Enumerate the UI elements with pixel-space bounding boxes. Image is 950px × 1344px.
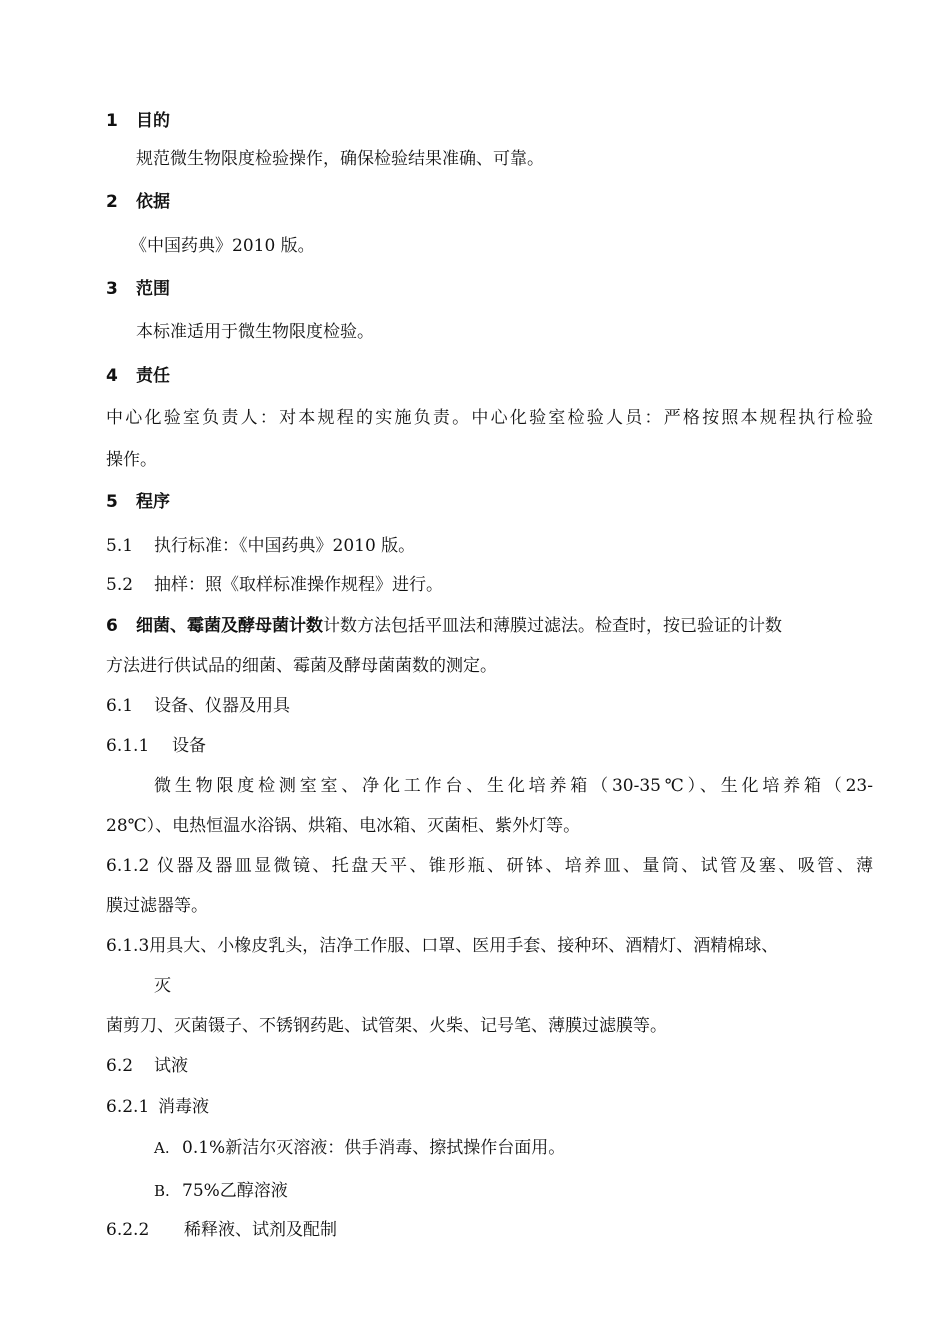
section-6-2-number: 6.2 [106,1056,134,1076]
section-6-1-number: 6.1 [106,696,134,716]
section-6-1-text: 设备、仪器及用具 [154,696,290,716]
section-6-body-1: 计数方法包括平皿法和薄膜过滤法。检查时，按已验证的计数 [323,616,782,636]
section-5-1-text: 执行标准：《中国药典》2010 版。 [154,536,416,556]
section-3-heading [106,278,170,300]
section-6-2-1-item-b [154,1180,288,1202]
section-6-1-2-line-2: 膜过滤器等。 [106,896,208,916]
section-6-title: 细菌、霉菌及酵母菌计数 [136,616,323,636]
section-4-heading [106,365,170,387]
section-6-2-2 [106,1219,337,1241]
section-5-number: 5 [106,492,118,512]
section-5-heading [106,491,170,513]
item-a-text: 0.1%新洁尔灭溶液：供手消毒、擦拭操作台面用。 [182,1138,566,1158]
section-2-number: 2 [106,192,118,212]
section-6-1 [106,695,290,717]
section-5-1-number: 5.1 [106,536,134,556]
section-2-title: 依据 [136,192,170,212]
section-6-1-1-body-line-2: 28℃）、电热恒温水浴锅、烘箱、电冰箱、灭菌柜、紫外灯等。 [106,816,581,836]
section-1-heading [106,110,170,132]
section-4-title: 责任 [136,366,170,386]
section-5-1 [106,535,415,557]
section-5-2-text: 抽样：照《取样标准操作规程》进行。 [154,575,443,595]
section-6-line-1 [106,615,873,637]
item-b-label: B. [154,1182,170,1200]
section-6-2-2-text: 稀释液、试剂及配制 [184,1220,337,1240]
section-6-1-1-number: 6.1.1 [106,736,150,756]
section-1-number: 1 [106,111,118,131]
section-4-body-line-2: 操作。 [106,450,157,470]
section-6-1-1-body-text-1: 微生物限度检测室室、净化工作台、生化培养箱（30-35℃）、生化培养箱（23- [154,776,873,796]
section-1-title: 目的 [136,111,170,131]
section-1-body: 规范微生物限度检验操作，确保检验结果准确、可靠。 [136,149,544,169]
section-6-2 [106,1055,188,1077]
section-6-1-3-line-3: 菌剪刀、灭菌镊子、不锈钢药匙、试管架、火柴、记号笔、薄膜过滤膜等。 [106,1016,667,1036]
section-6-2-2-number: 6.2.2 [106,1220,150,1240]
section-6-1-1-text: 设备 [172,736,206,756]
section-4-number: 4 [106,366,118,386]
section-4-body-text-1: 中心化验室负责人：对本规程的实施负责。中心化验室检验人员：严格按照本规程执行检验 [106,408,873,428]
item-b-text: 75%乙醇溶液 [182,1181,288,1201]
section-6-1-3-line-1: 6.1.3用具大、小橡皮乳头，洁净工作服、口罩、医用手套、接种环、酒精灯、酒精棉球、 [106,936,779,956]
section-5-title: 程序 [136,492,170,512]
section-6-2-1-text: 消毒液 [158,1097,209,1117]
section-3-body: 本标准适用于微生物限度检验。 [136,322,374,342]
section-6-1-2-line-1 [106,855,873,877]
section-2-heading [106,191,170,213]
section-2-body: 《中国药典》2010 版。 [130,236,315,256]
section-6-1-1 [106,735,206,757]
section-6-1-3-line-2: 灭 [154,976,171,996]
section-5-2 [106,574,443,596]
section-6-1-2-text-1: 6.1.2 仪器及器皿显微镜、托盘天平、锥形瓶、研钵、培养皿、量筒、试管及塞、吸管、薄 [106,856,873,876]
section-6-body-2: 方法进行供试品的细菌、霉菌及酵母菌菌数的测定。 [106,656,497,676]
section-6-2-1-item-a [154,1137,565,1159]
section-6-1-1-body-line-1 [154,775,873,797]
section-6-number: 6 [106,616,118,636]
section-6-2-1 [106,1096,209,1118]
section-3-number: 3 [106,279,118,299]
section-3-title: 范围 [136,279,170,299]
section-5-2-number: 5.2 [106,575,134,595]
section-6-2-1-number: 6.2.1 [106,1097,150,1117]
section-4-body-line-1 [106,407,873,429]
section-6-2-text: 试液 [154,1056,188,1076]
item-a-label: A. [154,1139,170,1157]
